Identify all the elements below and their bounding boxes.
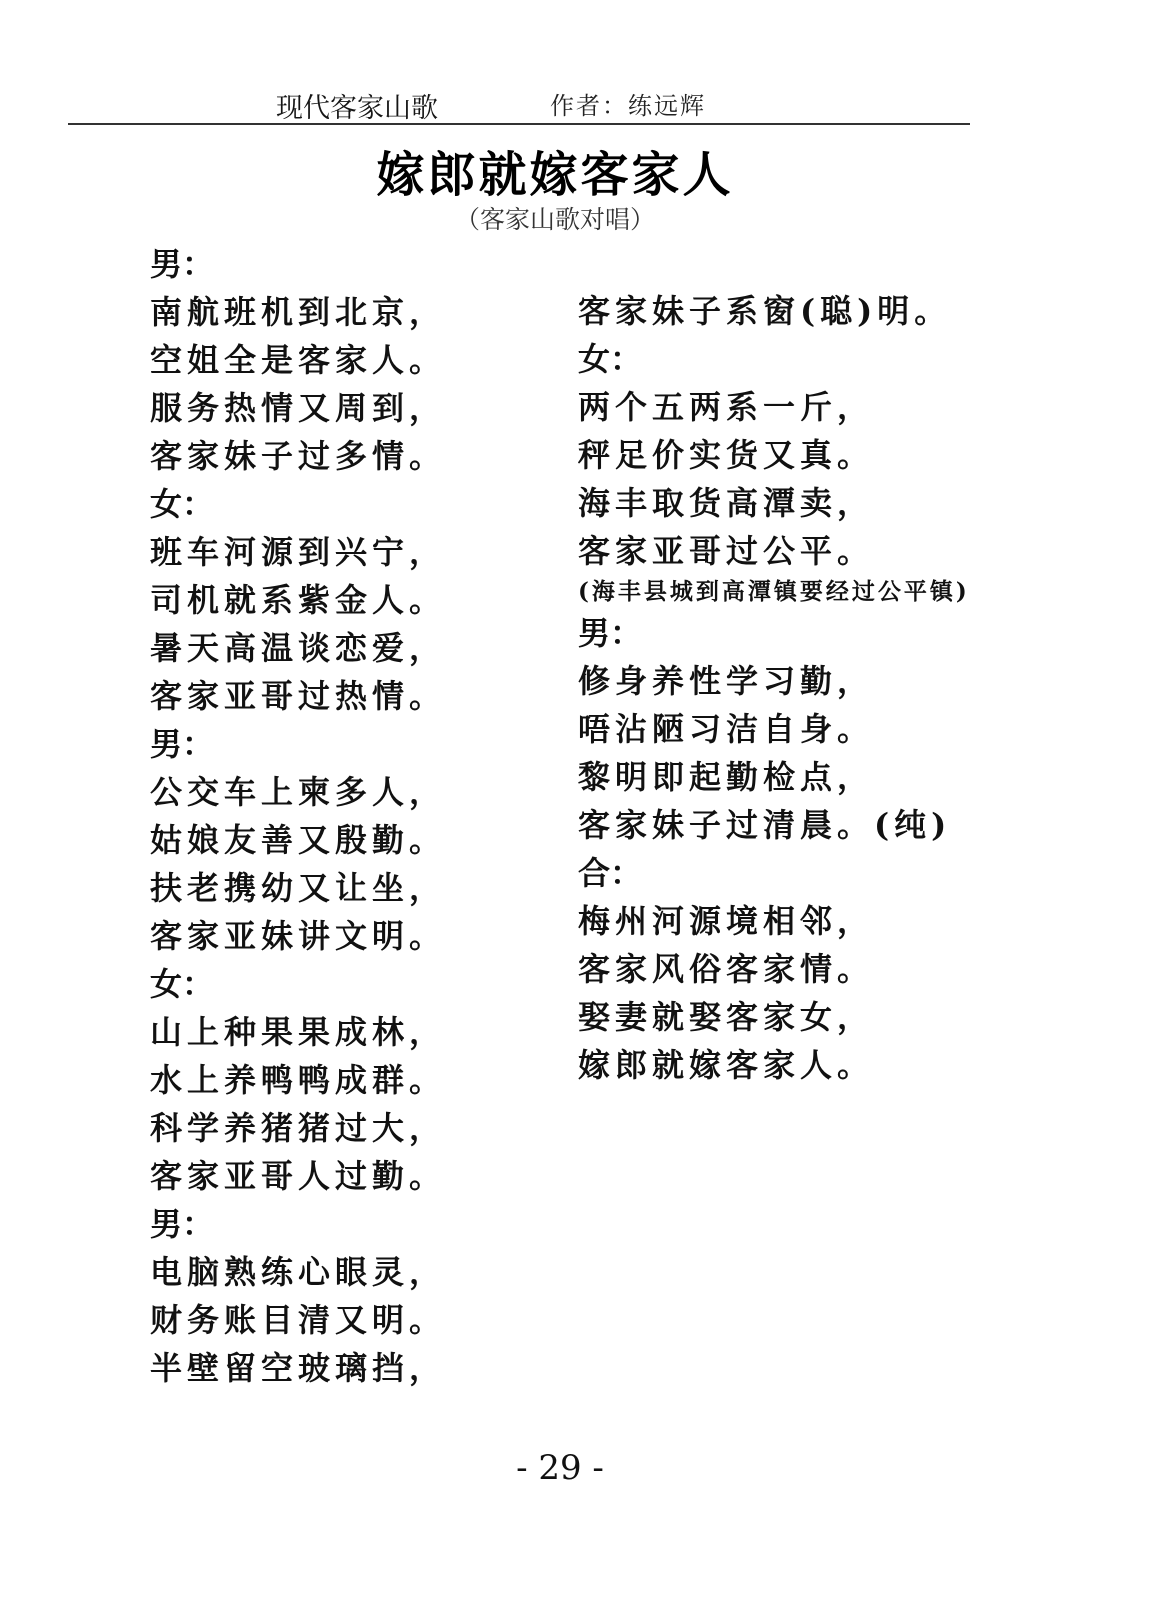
right-column bbox=[578, 287, 998, 1089]
verse-line: 暑天高温谈恋爱， bbox=[150, 629, 447, 667]
speaker-label: 男： bbox=[150, 725, 215, 763]
author-credit: 作者：练远辉 bbox=[550, 92, 706, 120]
verse-line: 班车河源到兴宁， bbox=[150, 533, 447, 571]
verse-line: 姑娘友善又殷勤。 bbox=[150, 821, 447, 859]
speaker-label: 男： bbox=[150, 245, 215, 283]
verse-line: 两个五两系一斤， bbox=[578, 388, 875, 426]
left-column bbox=[150, 240, 570, 1392]
speaker-label: 男： bbox=[150, 1205, 215, 1243]
verse-line: 秤足价实货又真。 bbox=[578, 436, 875, 474]
running-header bbox=[68, 84, 968, 122]
poem-subtitle: （客家山歌对唱） bbox=[454, 205, 655, 234]
verse-line: 科学养猪猪过大， bbox=[150, 1109, 447, 1147]
verse-line: 唔沾陋习洁自身。 bbox=[578, 710, 875, 748]
verse-line: 修身养性学习勤， bbox=[578, 662, 875, 700]
verse-line: 扶老携幼又让坐， bbox=[150, 869, 447, 907]
verse-line: 客家亚哥过热情。 bbox=[150, 677, 447, 715]
verse-line: 梅州河源境相邻， bbox=[578, 902, 875, 940]
verse-line: 客家风俗客家情。 bbox=[578, 950, 875, 988]
verse-line: 黎明即起勤检点， bbox=[578, 758, 875, 796]
speaker-label: 女： bbox=[578, 340, 643, 378]
header-divider bbox=[68, 123, 970, 125]
verse-line: 娶妻就娶客家女， bbox=[578, 998, 875, 1036]
verse-line: 公交车上柬多人， bbox=[150, 773, 447, 811]
verse-line: 客家妹子过多情。 bbox=[150, 437, 447, 475]
page-number: - 29 - bbox=[516, 1448, 604, 1488]
verse-line: 嫁郎就嫁客家人。 bbox=[578, 1046, 875, 1084]
verse-line: 水上养鸭鸭成群。 bbox=[150, 1061, 447, 1099]
verse-line: 客家妹子系窗(聪)明。 bbox=[578, 292, 952, 330]
verse-line: 客家妹子过清晨。(纯) bbox=[578, 806, 952, 844]
verse-line: 南航班机到北京， bbox=[150, 293, 447, 331]
speaker-label: 女： bbox=[150, 965, 215, 1003]
verse-line: 空姐全是客家人。 bbox=[150, 341, 447, 379]
verse-line: 客家亚哥过公平。 bbox=[578, 532, 875, 570]
verse-line: 半壁留空玻璃挡， bbox=[150, 1349, 447, 1387]
verse-line: 山上种果果成林， bbox=[150, 1013, 447, 1051]
speaker-label: 合： bbox=[578, 854, 643, 892]
verse-line: 客家亚哥人过勤。 bbox=[150, 1157, 447, 1195]
verse-line: 司机就系紫金人。 bbox=[150, 581, 447, 619]
verse-line: 海丰取货高潭卖， bbox=[578, 484, 875, 522]
verse-line: 服务热情又周到， bbox=[150, 389, 447, 427]
verse-line: 电脑熟练心眼灵， bbox=[150, 1253, 447, 1291]
speaker-label: 男： bbox=[578, 614, 643, 652]
verse-line: 财务账目清又明。 bbox=[150, 1301, 447, 1339]
poem-title: 嫁郎就嫁客家人 bbox=[376, 147, 734, 203]
annotation-note: (海丰县城到高潭镇要经过公平镇) bbox=[578, 578, 970, 605]
book-title: 现代客家山歌 bbox=[276, 93, 438, 124]
speaker-label: 女： bbox=[150, 485, 215, 523]
verse-line: 客家亚妹讲文明。 bbox=[150, 917, 447, 955]
